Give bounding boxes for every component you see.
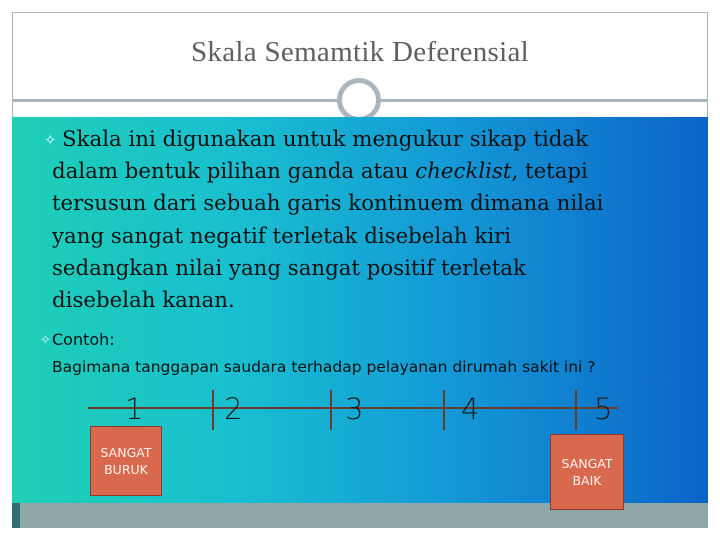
example-question: Bagimana tanggapan saudara terhadap pelayanan dirumah sakit ini ? [52,358,596,376]
scale-point-5: 5 [594,392,613,426]
scale-divider [330,390,332,430]
slide-title: Skala Semamtik Deferensial [191,36,529,68]
body-paragraph [36,124,704,317]
scale-divider [443,390,445,430]
paragraph-line-5: sedangkan nilai yang sangat positif terletak [52,255,526,281]
divider-circle-ornament [337,78,381,122]
scale-divider [212,390,214,430]
paragraph-line-4: yang sangat negatif terletak disebelah kiri [52,223,512,249]
scale-point-4: 4 [461,392,480,426]
scale-point-1: 1 [125,392,144,426]
paragraph-line-2-tail: , tetapi [511,159,588,185]
example-label: Contoh: [52,330,115,349]
paragraph-line-2-text: dalam bentuk pilihan ganda atau [52,159,416,185]
footer-accent [12,503,20,528]
label-very-bad-line-1: SANGAT [100,445,152,460]
label-very-bad-line-2: BURUK [104,462,148,477]
paragraph-line-1: Skala ini digunakan untuk mengukur sikap tidak [62,127,589,152]
bullet-icon: ✧ [40,333,51,348]
label-very-good [550,434,624,510]
scale-divider [575,390,577,430]
scale-point-3: 3 [345,392,364,426]
scale-point-2: 2 [224,392,243,426]
paragraph-line-3: tersusun dari sebuah garis kontinuem dimana nilai [52,191,604,217]
label-very-bad [90,426,162,496]
paragraph-emphasis: checklist [415,159,512,185]
label-very-good-line-2: BAIK [572,473,602,488]
bullet-icon: ✧ [44,131,57,149]
paragraph-line-2 [36,156,704,188]
label-very-good-line-1: SANGAT [561,456,613,471]
paragraph-line-6: disebelah kanan. [52,288,235,314]
